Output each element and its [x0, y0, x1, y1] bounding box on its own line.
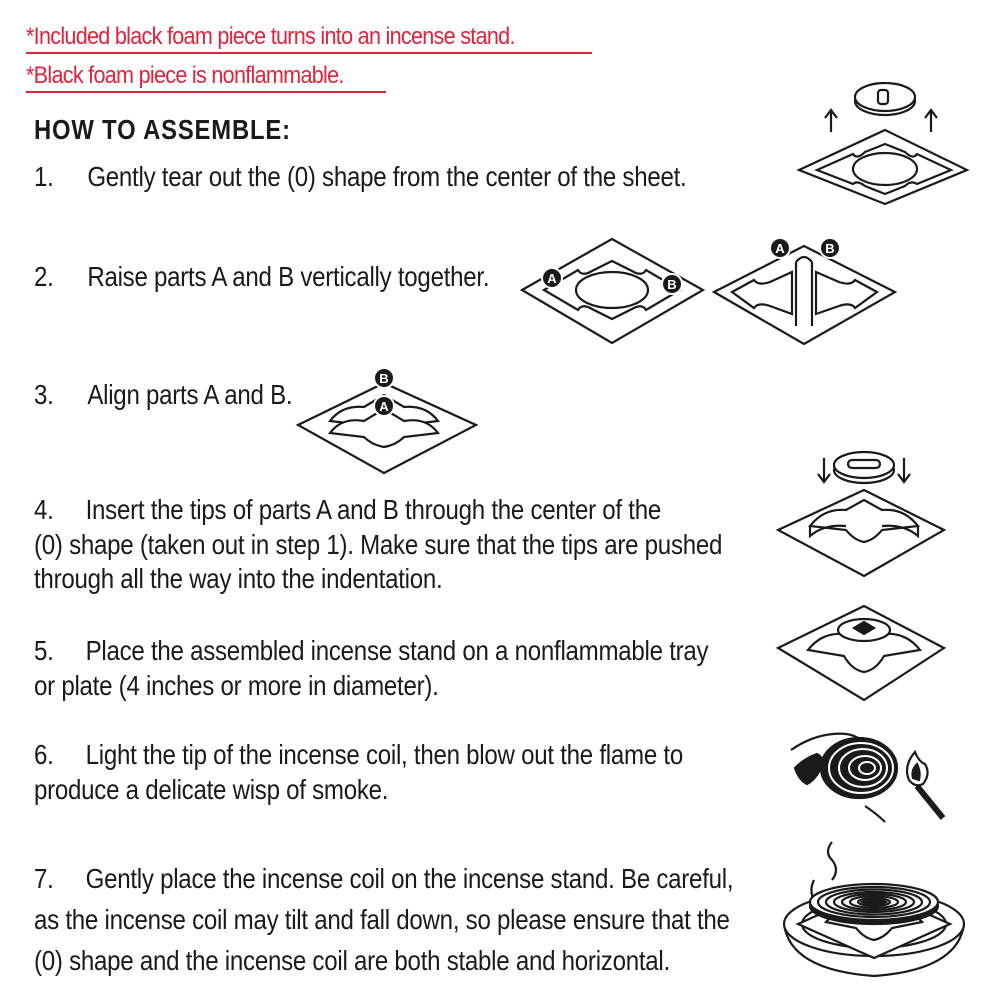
label-b: B [825, 241, 835, 256]
step-text: Light the tip of the incense coil, then blow out the flame to [85, 739, 683, 770]
step-5-illustration [776, 600, 946, 705]
step-4-illustration [776, 448, 946, 583]
step-text: Insert the tips of parts A and B through the center of the [85, 494, 661, 525]
step-line: or plate (4 inches or more in diameter). [34, 669, 439, 701]
step-number: 5. [34, 635, 54, 666]
step-number: 7. [34, 863, 54, 894]
step-number: 2. [34, 261, 54, 292]
step-line [34, 738, 683, 773]
step-number: 3. [34, 379, 54, 410]
step-1 [34, 160, 686, 195]
step-line: (0) shape (taken out in step 1). Make sure that the tips are pushed [34, 528, 723, 560]
label-a: A [547, 271, 557, 286]
label-b: B [379, 371, 389, 386]
step-number: 1. [34, 161, 54, 192]
step-3-illustration [296, 365, 478, 475]
step-line: produce a delicate wisp of smoke. [34, 773, 389, 805]
note-included-foam: *Included black foam piece turns into an incense stand. [26, 23, 515, 50]
step-1-illustration [795, 80, 970, 205]
step-2-flat-illustration [520, 235, 705, 345]
step-5 [34, 634, 708, 703]
step-text: Place the assembled incense stand on a nonflammable tray [85, 635, 709, 666]
label-a: A [379, 399, 389, 414]
note-underline-2 [26, 91, 386, 93]
step-line [34, 493, 722, 528]
step-7-illustration [780, 840, 968, 995]
step-line [34, 858, 733, 899]
step-number: 4. [34, 494, 54, 525]
step-6 [34, 738, 683, 807]
label-b: B [667, 277, 677, 292]
note-underline-1 [26, 52, 592, 54]
step-line: through all the way into the indentation. [34, 563, 443, 594]
step-2-raised-illustration [712, 232, 897, 347]
step-number: 6. [34, 739, 54, 770]
label-a: A [775, 241, 785, 256]
step-4 [34, 493, 722, 597]
step-text: Align parts A and B. [87, 379, 293, 410]
step-7 [34, 858, 733, 981]
step-line: as the incense coil may tilt and fall down, so please ensure that the [34, 904, 730, 935]
step-text: Raise parts A and B vertically together. [87, 261, 490, 292]
step-2 [34, 260, 489, 295]
step-3 [34, 378, 292, 413]
step-line [34, 634, 708, 669]
step-text: Gently tear out the (0) shape from the center of the sheet. [87, 161, 687, 192]
note-nonflammable: *Black foam piece is nonflammable. [26, 62, 344, 89]
page-title: HOW TO ASSEMBLE: [34, 114, 291, 145]
step-text: Gently place the incense coil on the incense stand. Be careful, [85, 863, 734, 894]
step-line: (0) shape and the incense coil are both stable and horizontal. [34, 945, 670, 976]
step-6-illustration [785, 718, 960, 828]
